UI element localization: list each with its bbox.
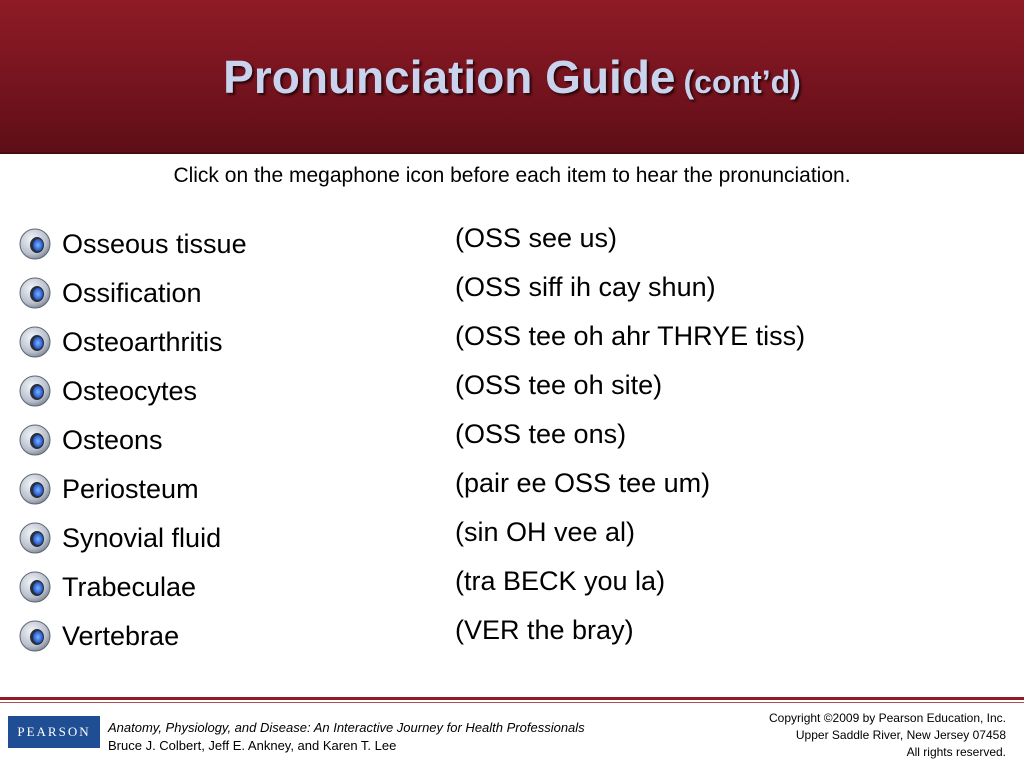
term-row	[18, 467, 418, 511]
title-subtitle: (cont’d)	[683, 64, 801, 100]
book-authors: Bruce J. Colbert, Jeff E. Ankney, and Karen T. Lee	[108, 738, 397, 753]
pronunciation-text: (OSS tee oh site)	[455, 370, 663, 400]
instruction-text: Click on the megaphone icon before each item to hear the pronunciation.	[173, 164, 851, 187]
footer-divider-thin	[0, 702, 1024, 703]
rights-line: All rights reserved.	[906, 745, 1006, 759]
term-row	[18, 271, 418, 315]
page-title	[0, 50, 1024, 104]
pronunciation-text: (OSS see us)	[455, 223, 618, 253]
term-label: Osseous tissue	[62, 228, 247, 259]
term-label: Osteocytes	[62, 375, 198, 406]
footer-divider	[0, 697, 1024, 700]
book-title: Anatomy, Physiology, and Disease: An Interactive Journey for Health Professionals	[108, 720, 585, 735]
title-main: Pronunciation Guide	[223, 51, 676, 103]
copyright-line: Copyright ©2009 by Pearson Education, Inc.	[769, 711, 1006, 725]
term-row	[18, 418, 418, 462]
term-row	[18, 516, 418, 560]
speaker-icon[interactable]	[18, 374, 52, 408]
pronunciation-text: (OSS tee ons)	[455, 419, 627, 449]
term-row	[18, 320, 418, 364]
term-row	[18, 614, 418, 658]
term-label: Osteons	[62, 424, 163, 455]
pronunciation-text: (OSS tee oh ahr THRYE tiss)	[455, 321, 806, 351]
term-row	[18, 222, 418, 266]
term-label: Periosteum	[62, 473, 199, 504]
pronunciation-text: (sin OH vee al)	[455, 517, 636, 547]
pronunciation-text: (pair ee OSS tee um)	[455, 468, 711, 498]
pronunciation-text: (OSS siff ih cay shun)	[455, 272, 716, 302]
term-label: Ossification	[62, 277, 202, 308]
copyright-notice	[769, 710, 1006, 761]
address-line: Upper Saddle River, New Jersey 07458	[795, 728, 1006, 742]
term-label: Synovial fluid	[62, 522, 222, 553]
speaker-icon[interactable]	[18, 227, 52, 261]
speaker-icon[interactable]	[18, 325, 52, 359]
pronunciation-text: (VER the bray)	[455, 615, 634, 645]
speaker-icon[interactable]	[18, 619, 52, 653]
term-label: Vertebrae	[62, 620, 180, 651]
pronunciation-text: (tra BECK you la)	[455, 566, 666, 596]
header-banner	[0, 0, 1024, 154]
term-row	[18, 369, 418, 413]
speaker-icon[interactable]	[18, 472, 52, 506]
speaker-icon[interactable]	[18, 521, 52, 555]
speaker-icon[interactable]	[18, 276, 52, 310]
term-row	[18, 565, 418, 609]
speaker-icon[interactable]	[18, 570, 52, 604]
book-info	[108, 719, 585, 755]
speaker-icon[interactable]	[18, 423, 52, 457]
term-label: Osteoarthritis	[62, 326, 223, 357]
term-label: Trabeculae	[62, 571, 197, 602]
pearson-logo: PEARSON	[8, 716, 100, 748]
